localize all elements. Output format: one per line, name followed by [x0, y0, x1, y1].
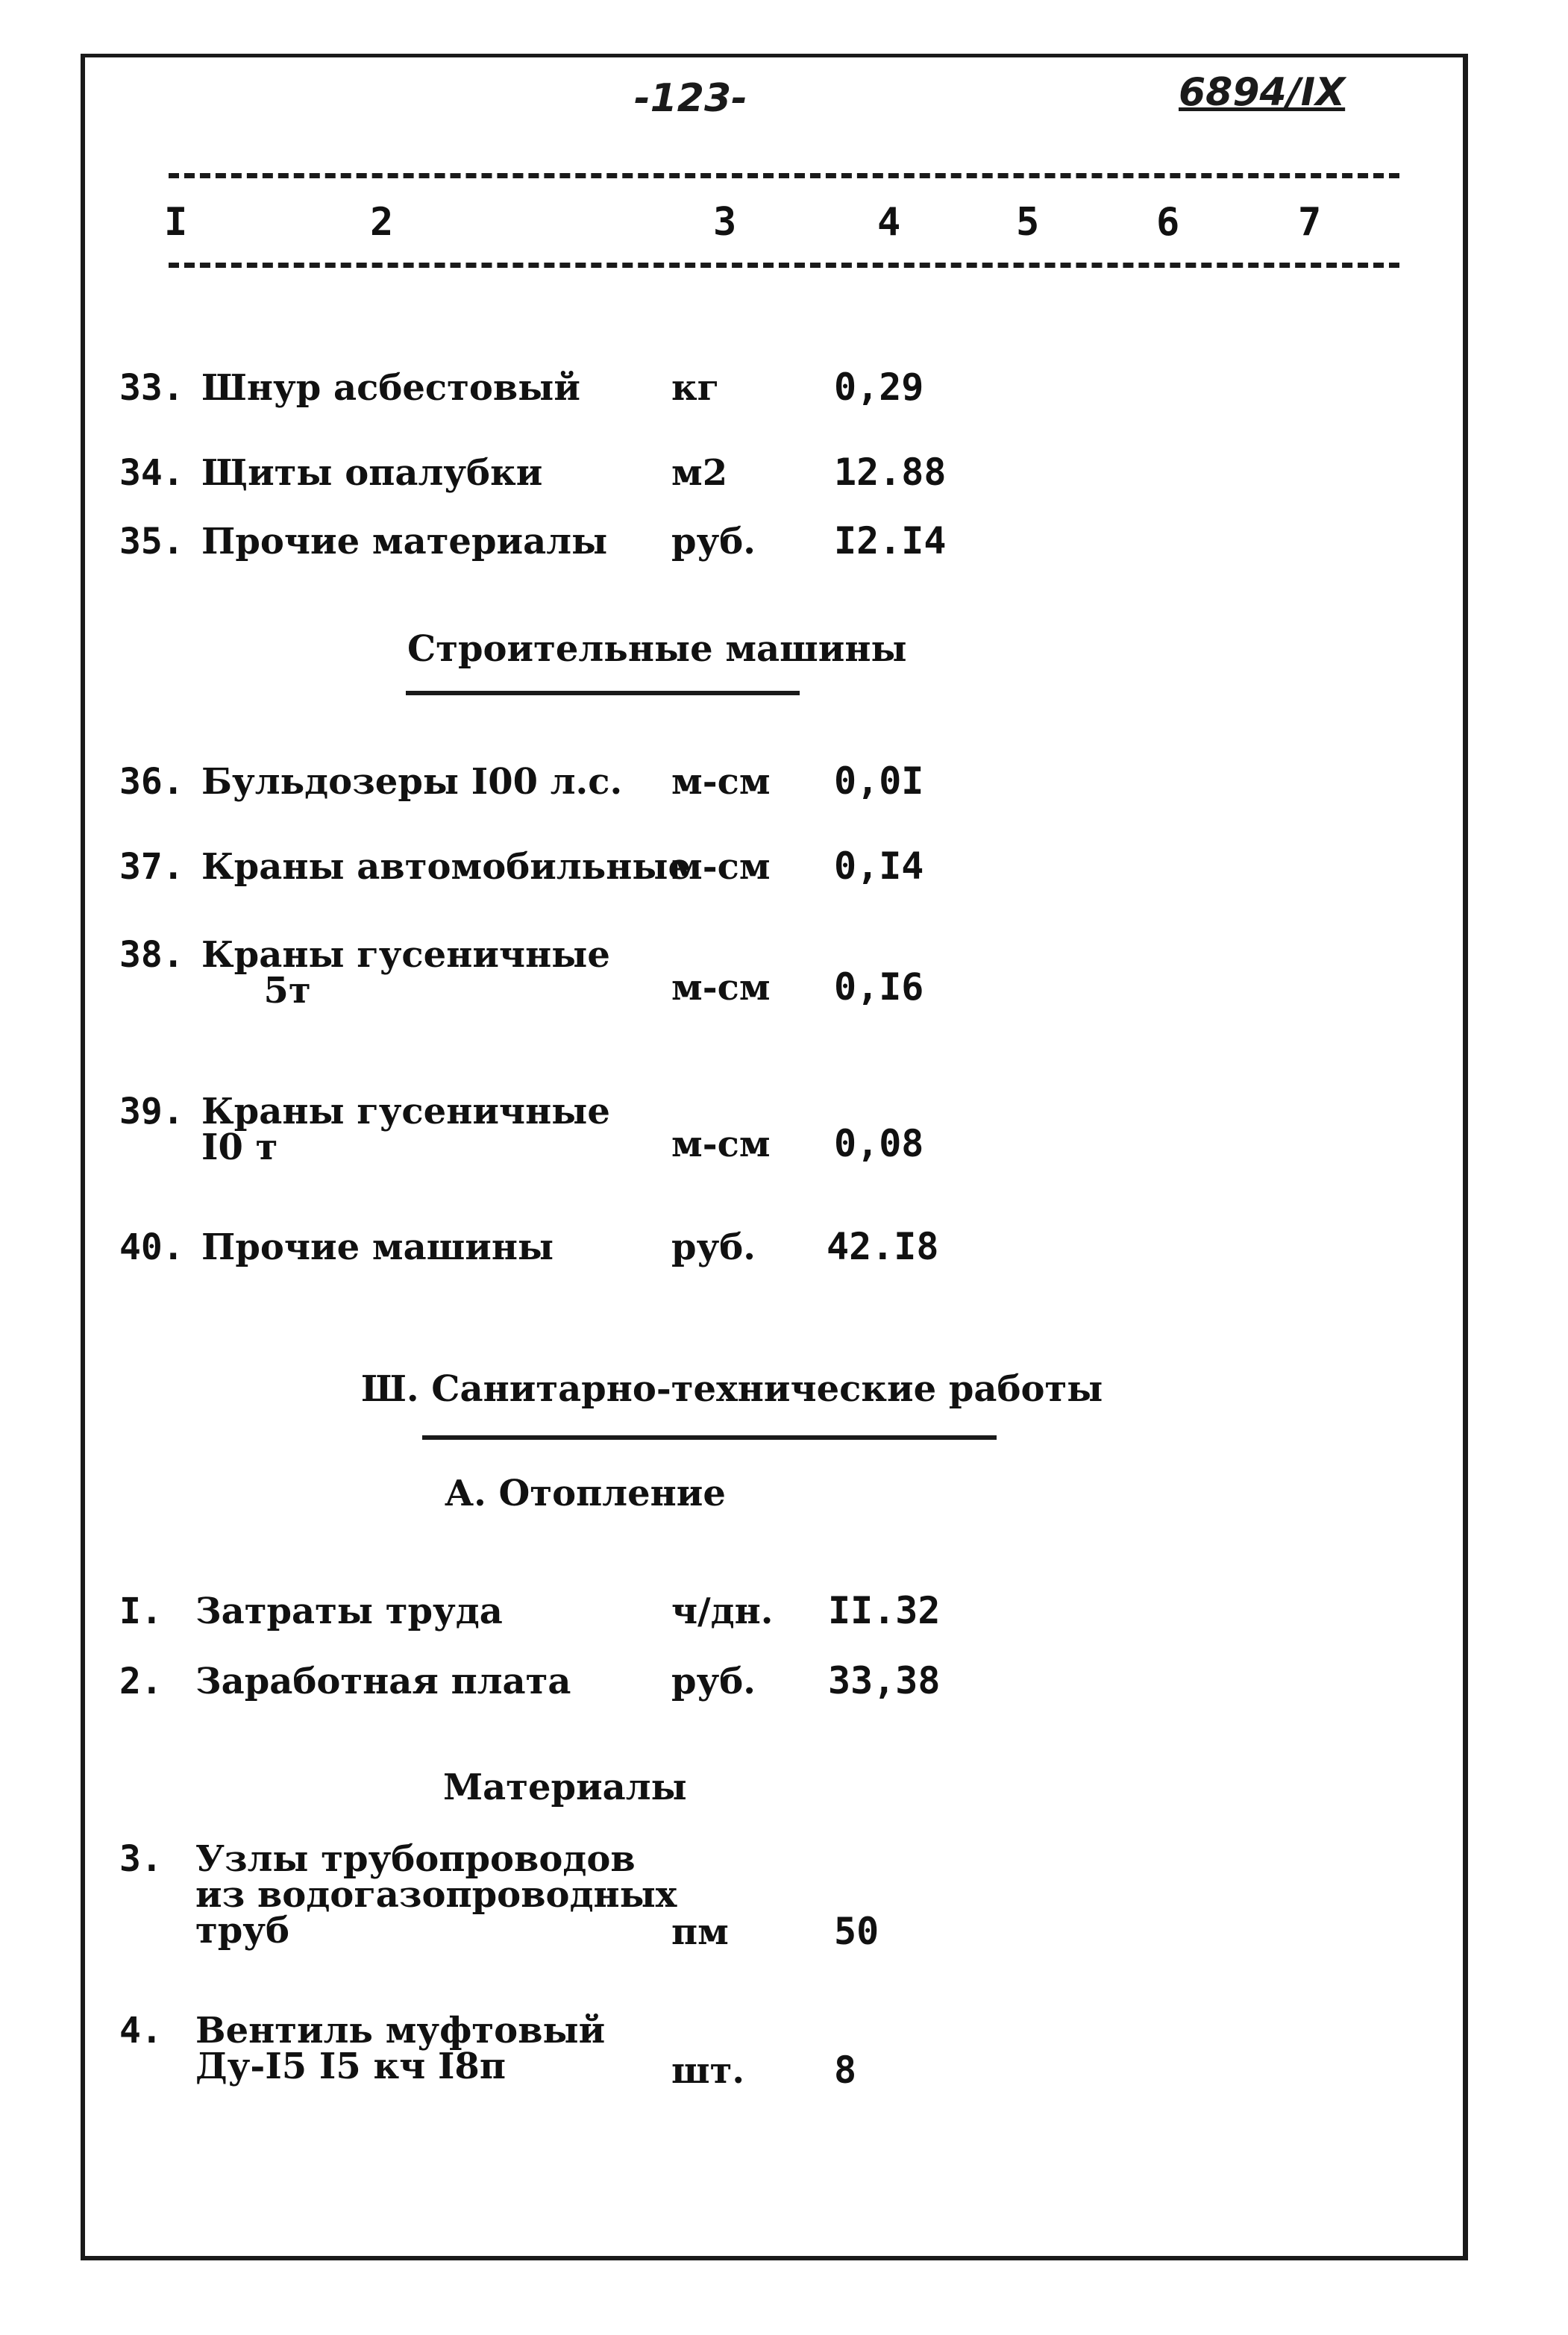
row-name: Прочие машины [201, 1226, 554, 1268]
column-number-5: 5 [1016, 200, 1040, 245]
section-heading-materials: Материалы [443, 1767, 687, 1808]
row-unit: руб. [671, 521, 756, 562]
row-unit: ч/дн. [671, 1590, 774, 1632]
row-number: 3. [119, 1838, 163, 1880]
header-dashed-rule-top [169, 173, 1399, 178]
column-number-6: 6 [1156, 200, 1180, 245]
row-unit: м-см [671, 846, 771, 888]
row-name: Узлы трубопроводов из водогазопроводных труб [195, 1838, 677, 1952]
row-name: Краны автомобильные [201, 846, 692, 888]
column-number-2: 2 [370, 200, 394, 245]
page-number: -123- [634, 76, 747, 121]
row-name: Заработная плата [195, 1661, 571, 1702]
row-value: 0,I6 [834, 965, 924, 1009]
row-number: 38. [119, 934, 184, 976]
row-number: 34. [119, 452, 184, 494]
row-unit: руб. [671, 1661, 756, 1702]
section-underline-sanitary [422, 1435, 997, 1440]
column-number-7: 7 [1298, 200, 1322, 245]
row-number: I. [119, 1590, 163, 1632]
section-heading-machines: Строительные машины [407, 628, 907, 670]
row-value: 50 [834, 1910, 879, 1953]
section-heading-sanitary: Ш. Санитарно-технические работы [361, 1368, 1103, 1410]
section-underline-machines [406, 691, 800, 695]
row-number: 40. [119, 1226, 184, 1268]
row-value: I2.I4 [834, 519, 947, 562]
row-number: 33. [119, 367, 184, 409]
column-number-1: I [164, 200, 188, 245]
row-value: 12.88 [834, 451, 947, 494]
column-number-4: 4 [877, 200, 901, 245]
row-value: 42.I8 [827, 1225, 939, 1268]
row-value: II.32 [828, 1589, 941, 1632]
row-number: 36. [119, 761, 184, 803]
row-name: Краны гусеничные I0 т [201, 1091, 610, 1168]
row-number: 37. [119, 846, 184, 888]
row-value: 0,08 [834, 1122, 924, 1165]
row-unit: м-см [671, 1123, 771, 1165]
row-unit: шт. [671, 2050, 745, 2092]
row-number: 2. [119, 1661, 163, 1702]
row-unit: руб. [671, 1226, 756, 1268]
row-unit: м2 [671, 452, 728, 494]
row-unit: пм [671, 1911, 729, 1953]
row-name: Вентиль муфтовый Ду-I5 I5 кч I8п [195, 2010, 606, 2087]
row-number: 39. [119, 1091, 184, 1132]
row-value: 0,0I [834, 759, 924, 803]
row-name: Затраты труда [195, 1590, 503, 1632]
row-name: Прочие материалы [201, 521, 608, 562]
row-value: 0,I4 [834, 844, 924, 888]
row-unit: м-см [671, 761, 771, 803]
row-unit: кг [671, 367, 720, 409]
header-dashed-rule-bottom [169, 263, 1399, 268]
row-value: 33,38 [828, 1659, 941, 1702]
document-code: 6894/IX [1179, 70, 1346, 115]
row-name: Краны гусеничные 5т [201, 934, 610, 1012]
row-number: 35. [119, 521, 184, 562]
row-name: Бульдозеры I00 л.с. [201, 761, 623, 803]
row-name: Шнур асбестовый [201, 367, 580, 409]
row-unit: м-см [671, 967, 771, 1009]
row-value: 8 [834, 2049, 857, 2092]
row-name: Щиты опалубки [201, 452, 543, 494]
row-value: 0,29 [834, 366, 924, 409]
column-number-3: 3 [713, 200, 737, 245]
subsection-heading-heating: А. Отопление [445, 1473, 726, 1514]
row-number: 4. [119, 2010, 163, 2052]
